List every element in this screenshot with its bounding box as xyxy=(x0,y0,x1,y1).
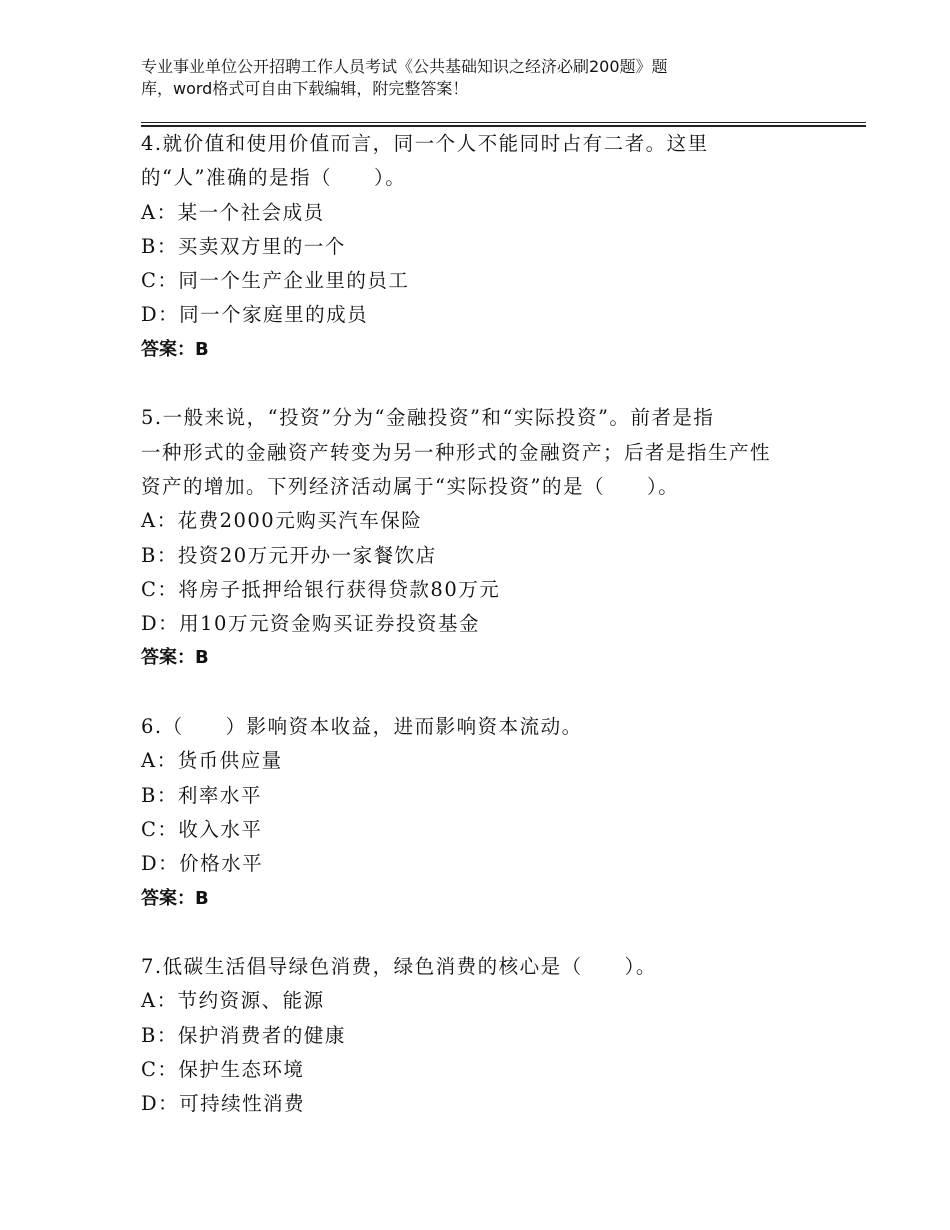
question-7 xyxy=(141,950,866,1121)
option-a: A：货币供应量 xyxy=(141,749,283,773)
option-b: B：投资20万元开办一家餐饮店 xyxy=(141,543,437,567)
option-c: C：收入水平 xyxy=(141,817,263,841)
question-stem-line: 7.低碳生活倡导绿色消费，绿色消费的核心是（ ）。 xyxy=(141,955,657,979)
option-d: D：可持续性消费 xyxy=(141,1092,306,1116)
option-a: A：花费2000元购买汽车保险 xyxy=(141,509,423,533)
spacer xyxy=(141,916,866,950)
option-b: B：买卖双方里的一个 xyxy=(141,234,346,258)
option-d: D：同一个家庭里的成员 xyxy=(141,303,369,327)
option-a: A：节约资源、能源 xyxy=(141,989,325,1013)
document-header xyxy=(141,56,781,100)
option-c: C：保护生态环境 xyxy=(141,1058,305,1082)
option-d: D：价格水平 xyxy=(141,852,264,876)
question-list xyxy=(141,127,866,1122)
question-stem-line: 一种形式的金融资产转变为另一种形式的金融资产；后者是指生产性 xyxy=(141,440,772,464)
option-b: B：保护消费者的健康 xyxy=(141,1023,346,1047)
header-line-2: 库，word格式可自由下载编辑，附完整答案！ xyxy=(141,79,469,98)
spacer xyxy=(141,367,866,401)
question-4 xyxy=(141,127,866,367)
question-stem-line: 6.（ ）影响资本收益，进而影响资本流动。 xyxy=(141,715,583,739)
header-divider-top xyxy=(141,122,866,123)
option-d: D：用10万元资金购买证券投资基金 xyxy=(141,612,480,636)
option-c: C：将房子抵押给银行获得贷款80万元 xyxy=(141,577,501,601)
option-a: A：某一个社会成员 xyxy=(141,200,325,224)
question-6 xyxy=(141,710,866,916)
question-stem-line: 4.就价值和使用价值而言，同一个人不能同时占有二者。这里 xyxy=(141,132,709,155)
question-5 xyxy=(141,401,866,675)
spacer xyxy=(141,676,866,710)
answer: 答案：B xyxy=(141,338,209,360)
option-c: C：同一个生产企业里的员工 xyxy=(141,269,410,293)
header-line-1: 专业事业单位公开招聘工作人员考试《公共基础知识之经济必刷200题》题 xyxy=(141,57,668,76)
question-stem-line: 资产的增加。下列经济活动属于“实际投资”的是（ ）。 xyxy=(141,474,680,498)
question-stem-line: 5.一般来说，“投资”分为“金融投资”和“实际投资”。前者是指 xyxy=(141,406,715,430)
question-stem-line: 的“人”准确的是指（ ）。 xyxy=(141,166,407,190)
option-b: B：利率水平 xyxy=(141,783,262,807)
answer: 答案：B xyxy=(141,647,209,669)
answer: 答案：B xyxy=(141,887,209,909)
